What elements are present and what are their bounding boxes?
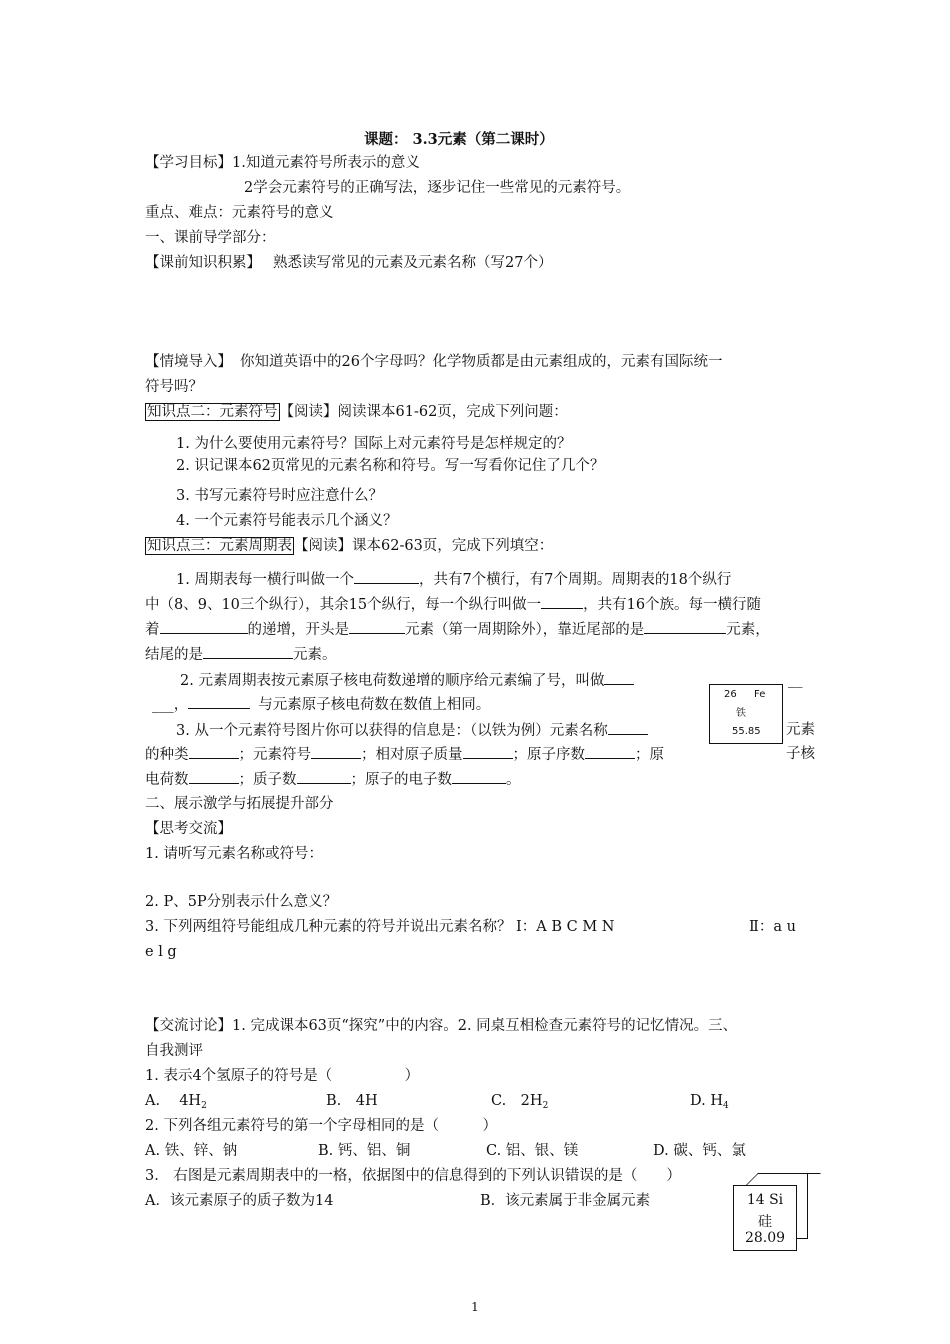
blank[interactable]	[585, 744, 635, 759]
blank[interactable]	[297, 769, 351, 784]
kp3-box: 知识点三：元素周期表	[147, 538, 292, 554]
test-q3-option-a: A．该元素原子的质子数为14	[145, 1193, 334, 1209]
kp3-p3-line1: 3. 从一个元素符号图片你可以获得的信息是：（以铁为例）元素名称	[176, 720, 648, 741]
goals-line2: 2学会元素符号的正确写法，逐步记住一些常见的元素符号。	[244, 180, 631, 196]
blank[interactable]	[354, 569, 419, 584]
kp3-p3-line3: 电荷数 ；质子数 ；原子的电子数 。	[145, 769, 521, 790]
kp3-p2-dash: __	[788, 672, 803, 688]
kp3-p1-line4: 结尾的是 元素。	[145, 644, 337, 665]
test-q1: 1. 表示4个氢原子的符号是（ ）	[145, 1068, 420, 1084]
test-q1-option-d: D. $H_4$	[690, 1093, 729, 1111]
blank[interactable]	[644, 619, 726, 634]
page-title: 课题： 3.3元素（第二课时）	[364, 131, 554, 148]
blank[interactable]	[160, 619, 248, 634]
blank[interactable]	[188, 694, 250, 709]
test-q1-option-c: C. $2H_2$	[491, 1093, 549, 1111]
fe-symbol: Fe	[754, 689, 766, 700]
kp3-p2-line1: 2. 元素周期表按元素原子核电荷数递增的顺序给元素编了号，叫做	[180, 670, 634, 691]
think-q1: 1. 请听写元素名称或符号：	[145, 846, 323, 862]
think-q3-group2: Ⅱ：a u	[749, 919, 796, 935]
kp3-p1-line1: 1. 周期表每一横行叫做一个 ，共有7个横行，有7个周期。周期表的18个纵行	[176, 569, 731, 590]
kp2-q3: 3. 书写元素符号时应注意什么？	[176, 488, 383, 504]
blank[interactable]	[311, 744, 361, 759]
blank[interactable]	[463, 744, 513, 759]
think-q3-line2: e l g	[145, 944, 177, 960]
fe-name: 铁	[736, 708, 746, 719]
intro-line2: 符号吗？	[145, 379, 203, 395]
blank[interactable]	[349, 619, 405, 634]
discuss-line2: 自我测评	[145, 1043, 203, 1059]
think-label: 【思考交流】	[145, 821, 232, 837]
si-name: 硅	[758, 1214, 772, 1230]
goals-line1: 【学习目标】1.知道元素符号所表示的意义	[145, 155, 420, 171]
test-q2: 2. 下列各组元素符号的第一个字母相同的是（ ）	[145, 1118, 497, 1134]
goals-label: 【学习目标】	[145, 155, 232, 171]
blank[interactable]	[604, 670, 634, 685]
fe-atomic-number: 26	[724, 689, 737, 700]
blank[interactable]	[541, 594, 583, 609]
blank[interactable]	[189, 769, 239, 784]
test-q1-option-a: A. $4H_2$	[145, 1093, 207, 1111]
intro-line1: 【情境导入】 你知道英语中的26个字母吗？化学物质都是由元素组成的，元素有国际统一	[145, 354, 723, 370]
si-mass: 28.09	[744, 1230, 786, 1246]
kp3-p3-nucleus: 子核	[786, 746, 815, 762]
think-q2: 2. P、5P分别表示什么意义？	[145, 894, 338, 910]
test-q2-option-a: A. 铁、锌、钠	[145, 1143, 238, 1159]
kp3-p1-line2: 中（8、9、10三个纵行），其余15个纵行，每一个纵行叫做一 ，共有16个族。每一横行随	[145, 594, 761, 615]
kp3-p2-line2: ___， 与元素原子核电荷数在数值上相同。	[152, 694, 490, 715]
kp3-heading: 知识点三：元素周期表 【阅读】课本62-63页，完成下列填空：	[147, 538, 554, 554]
think-q3: 3. 下列两组符号能组成几种元素的符号并说出元素名称？ Ⅰ：A B C M N	[145, 919, 615, 935]
fe-mass: 55.85	[732, 726, 761, 737]
test-q2-option-d: D. 碳、钙、氯	[653, 1143, 746, 1159]
section-2-heading: 二、展示激学与拓展提升部分	[145, 796, 334, 812]
kp3-p3-element: 元素	[786, 722, 815, 738]
key-points: 重点、难点：元素符号的意义	[145, 205, 334, 221]
test-q3-option-b: B．该元素属于非金属元素	[480, 1193, 651, 1209]
si-number-symbol: 14 Si	[746, 1192, 784, 1208]
test-q1-option-b: B. 4H	[326, 1093, 378, 1109]
silicon-element-cell	[733, 1185, 797, 1251]
blank[interactable]	[452, 769, 506, 784]
discuss-line1: 【交流讨论】1. 完成课本63页“探究”中的内容。2. 同桌互相检查元素符号的记忆情况。三、	[145, 1018, 738, 1034]
test-q2-option-b: B. 钙、铝、铜	[318, 1143, 411, 1159]
section-1-heading: 一、课前导学部分：	[145, 230, 276, 246]
page-number: 1	[471, 1300, 479, 1314]
kp2-q4: 4. 一个元素符号能表示几个涵义？	[176, 513, 398, 529]
blank[interactable]	[203, 644, 293, 659]
kp2-q2: 2. 识记课本62页常见的元素名称和符号。写一写看你记住了几个？	[176, 458, 605, 474]
kp2-box: 知识点二：元素符号	[147, 404, 278, 420]
test-q3: 3. 右图是元素周期表中的一格，依据图中的信息得到的下列认识错误的是（ ）	[145, 1168, 681, 1184]
kp3-p1-line3: 着 的递增，开头是 元素（第一周期除外），靠近尾部的是 元素，	[145, 619, 770, 640]
iron-element-cell	[709, 684, 783, 744]
kp3-p3-line2: 的种类 ；元素符号 ；相对原子质量 ；原子序数 ；原	[145, 744, 664, 765]
kp2-heading: 知识点二：元素符号 【阅读】阅读课本61-62页，完成下列问题：	[147, 404, 568, 420]
test-q2-option-c: C. 铝、银、镁	[486, 1143, 579, 1159]
kp2-q1: 1. 为什么要使用元素符号？国际上对元素符号是怎样规定的？	[176, 436, 572, 452]
blank[interactable]	[189, 744, 239, 759]
prior-knowledge: 【课前知识积累】 熟悉读写常见的元素及元素名称（写27个）	[145, 255, 553, 271]
blank[interactable]	[608, 720, 648, 735]
